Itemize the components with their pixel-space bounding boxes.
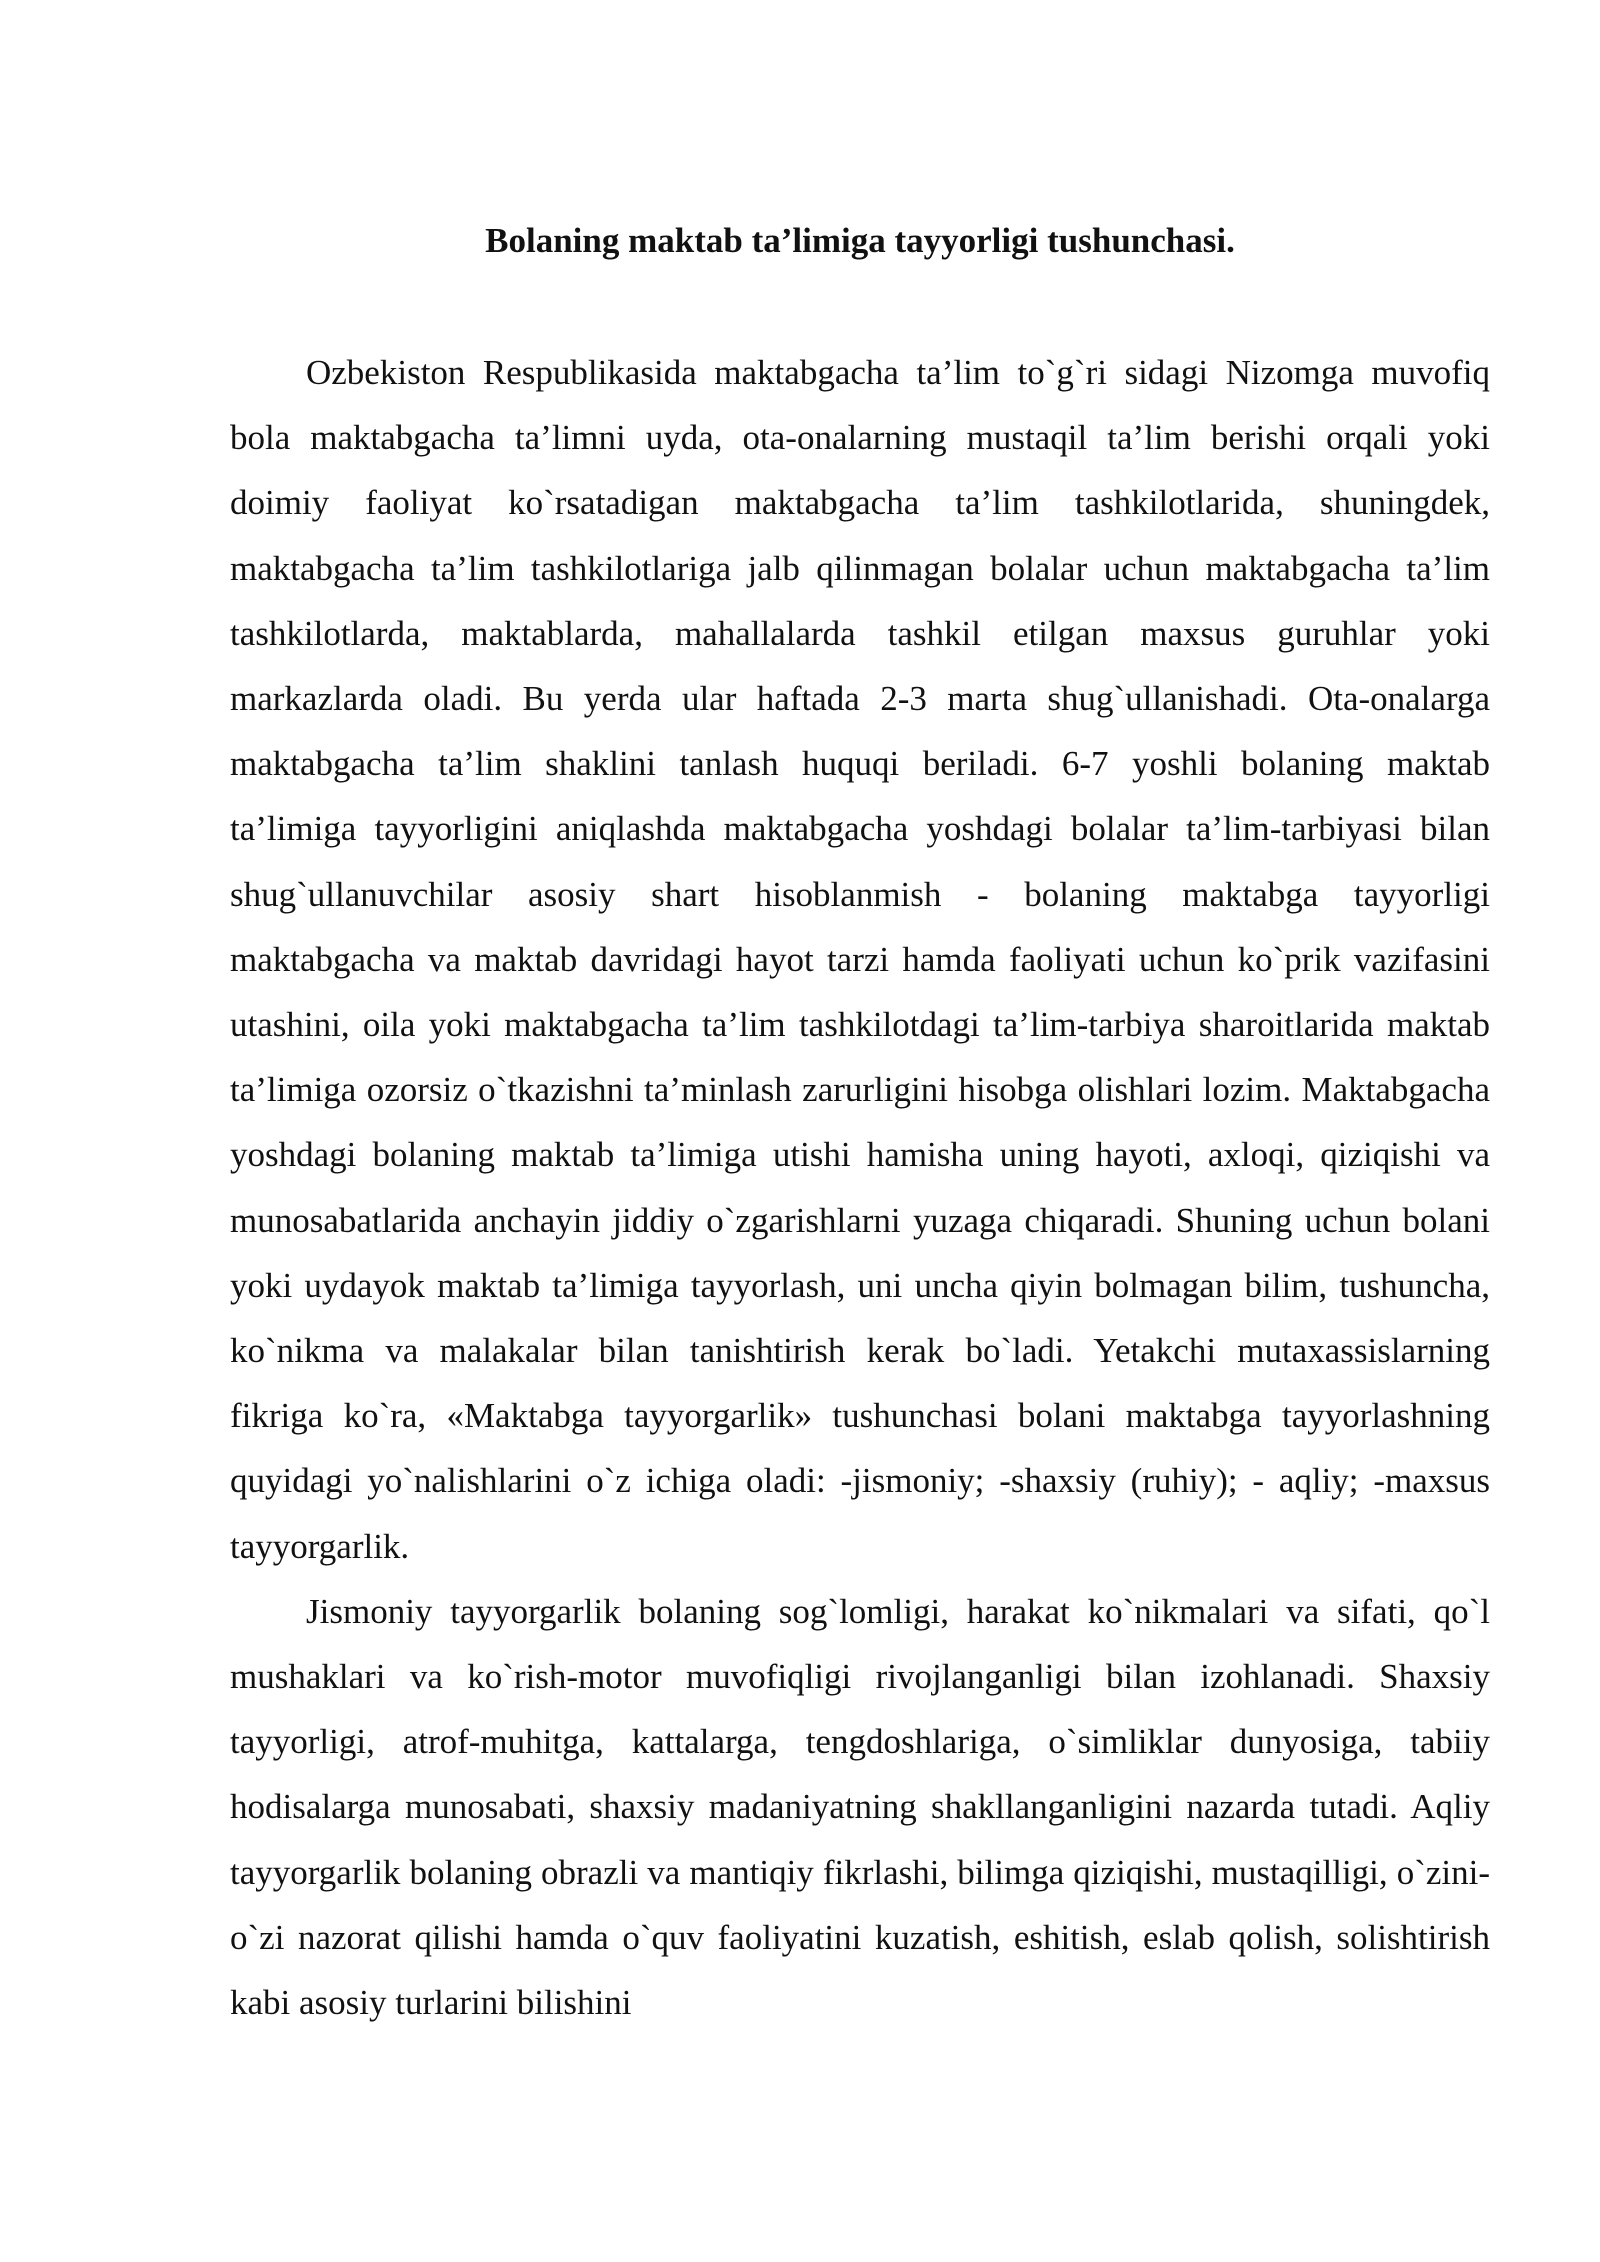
paragraph-1: Ozbekiston Respublikasida maktabgacha ta’lim to`g`ri sidagi Nizomga muvofiq bola maktabgacha ta’limni uyda, ota-onalarning mustaqil ta’lim berishi orqali yoki doimiy faoliyat ko`rsatadigan maktabgacha ta’lim tashkilotlarida, shuningdek, maktabgacha ta’lim tashkilotlariga jalb qilinmagan bolalar uchun maktabgacha ta’lim tashkilotlarda, maktablarda, mahallalarda tashkil etilgan maxsus guruhlar yoki markazlarda oladi. Bu yerda ular haftada 2-3 marta shug`ullanishadi. Ota-onalarga maktabgacha ta’lim shaklini tanlash huquqi beriladi. 6-7 yoshli bolaning maktab ta’limiga tayyorligini aniqlashda maktabgacha yoshdagi bolalar ta’lim-tarbiyasi bilan shug`ullanuvchilar asosiy shart hisoblanmish - bolaning maktabga tayyorligi maktabgacha va maktab davridagi hayot tarzi hamda faoliyati uchun ko`prik vazifasini utashini, oila yoki maktabgacha ta’lim tashkilotdagi ta’lim-tarbiya sharoitlarida maktab ta’limiga ozorsiz o`tkazishni ta’minlash zarurligini hisobga olishlari lozim. Maktabgacha yoshdagi bolaning maktab ta’limiga utishi hamisha uning hayoti, axloqi, qiziqishi va munosabatlarida anchayin jiddiy o`zgarishlarni yuzaga chiqaradi. Shuning uchun bolani yoki uydayok maktab ta’limiga tayyorlash, uni uncha qiyin bolmagan bilim, tushuncha, ko`nikma va malakalar bilan tanishtirish kerak bo`ladi. Yetakchi mutaxassislarning fikriga ko`ra, «Maktabga tayyorgarlik» tushunchasi bolani maktabga tayyorlashning quyidagi yo`nalishlarini o`z ichiga oladi: -jismoniy; -shaxsiy (ruhiy); - aqliy; -maxsus tayyorgarlik. <box>230 353 1490 1566</box>
document-title: Bolaning maktab ta’limiga tayyorligi tushunchasi. <box>485 221 1235 260</box>
document-body <box>230 340 1490 2035</box>
paragraph-2: Jismoniy tayyorgarlik bolaning sog`lomligi, harakat ko`nikmalari va sifati, qo`l mushaklari va ko`rish-motor muvofiqligi rivojlanganligi bilan izohlanadi. Shaxsiy tayyorligi, atrof-muhitga, kattalarga, tengdoshlariga, o`simliklar dunyosiga, tabiiy hodisalarga munosabati, shaxsiy madaniyatning shakllanganligini nazarda tutadi. Aqliy tayyorgarlik bolaning obrazli va mantiqiy fikrlashi, bilimga qiziqishi, mustaqilligi, o`zini-o`zi nazorat qilishi hamda o`quv faoliyatini kuzatish, eshitish, eslab qolish, solishtirish kabi asosiy turlarini bilishini <box>230 1591 1490 2023</box>
